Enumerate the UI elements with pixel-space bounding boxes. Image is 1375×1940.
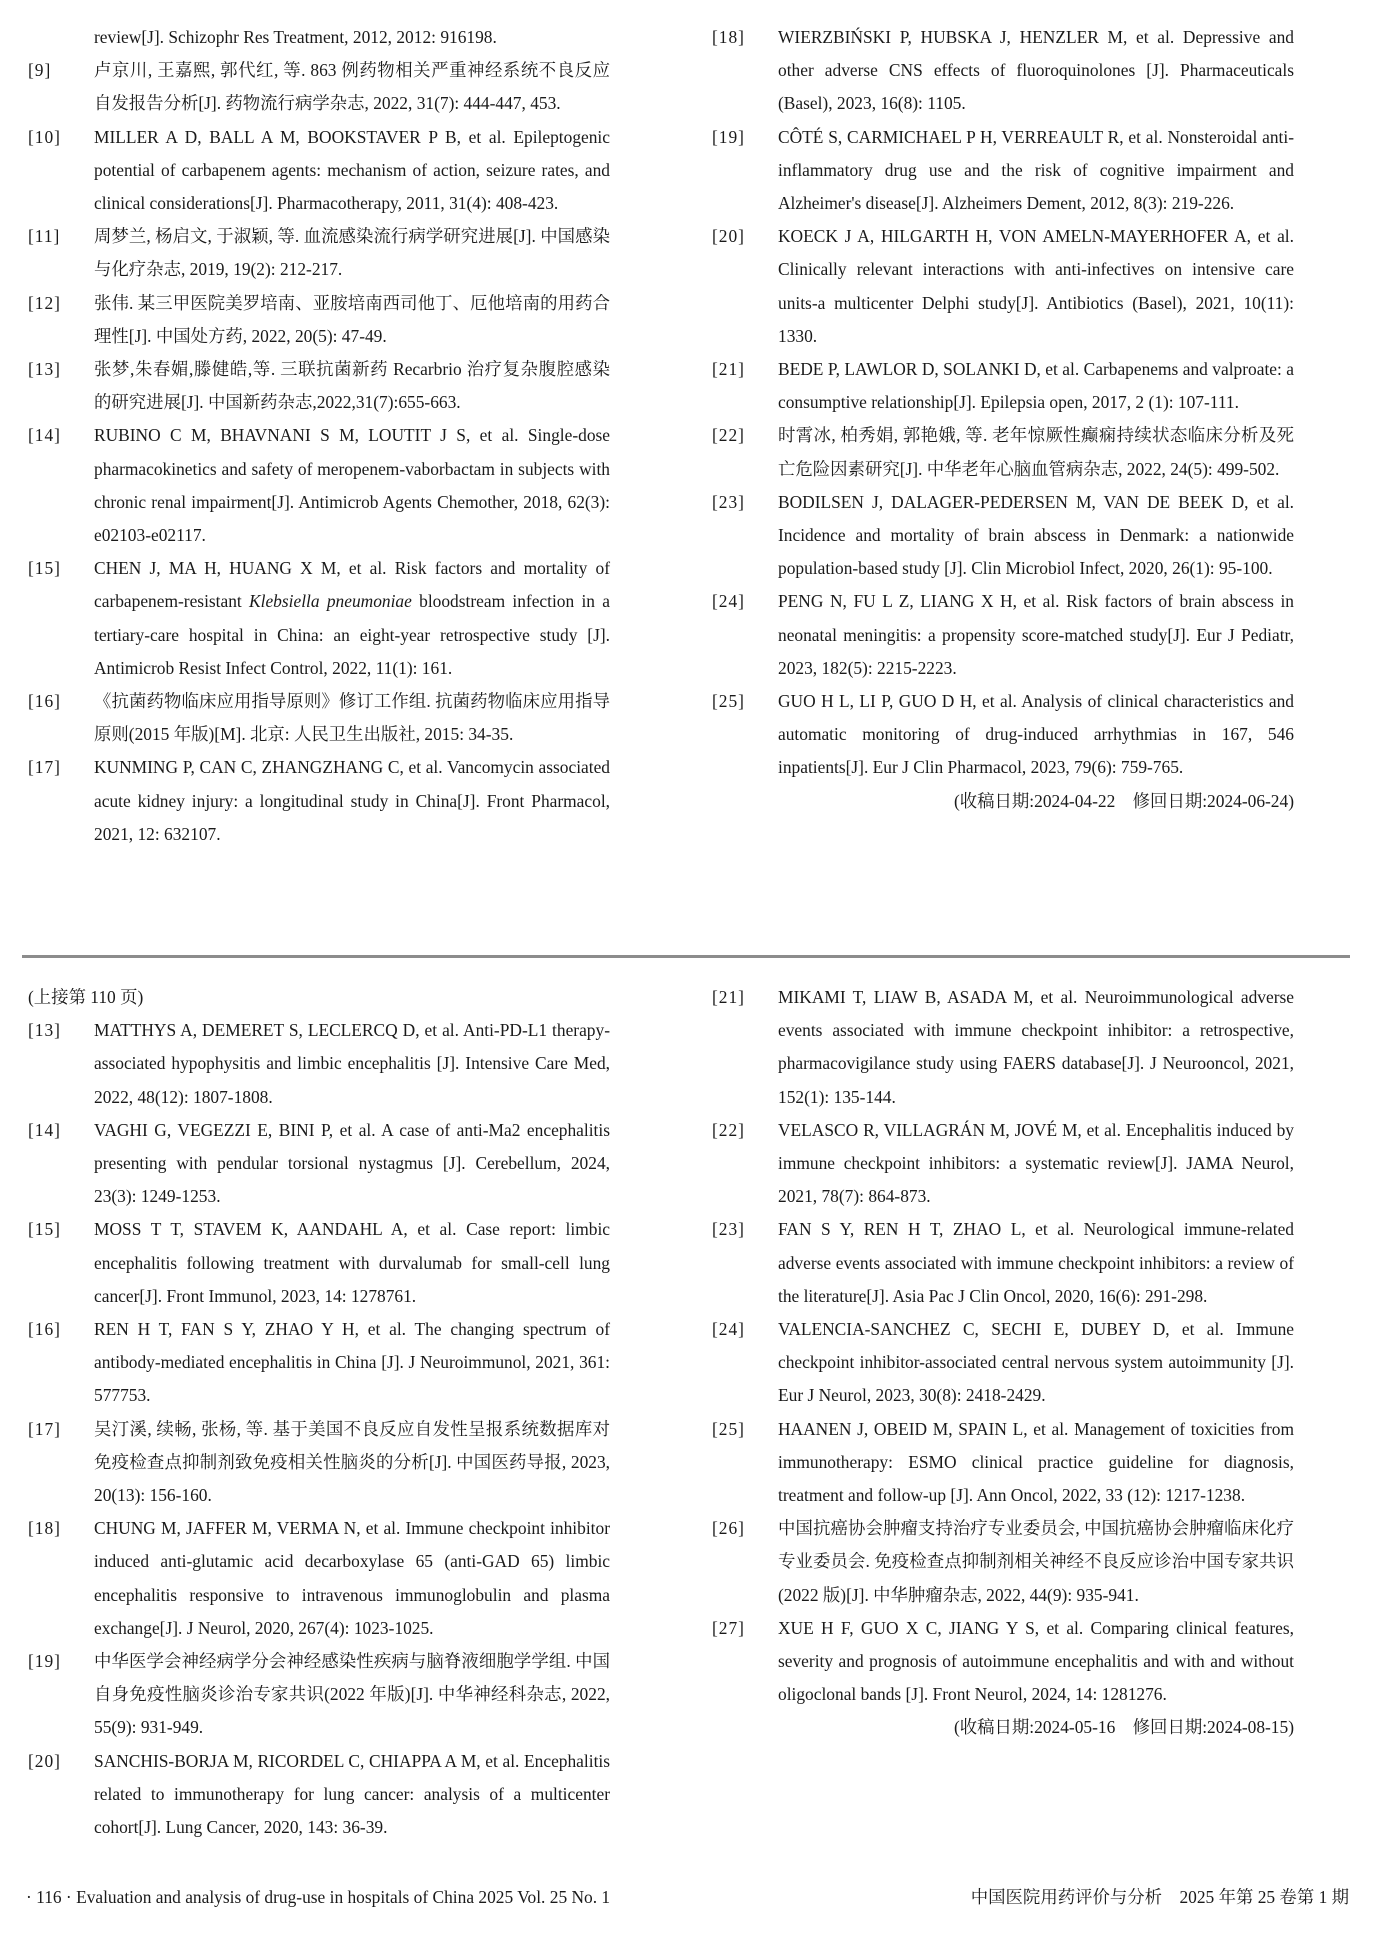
reference-text: SANCHIS-BORJA M, RICORDEL C, CHIAPPA A M, et al. Encephalitis related to immunotherapy for lung cancer: analysis of a multicenter cohort[J]. Lung Cancer, 2020, 143: 36-39.: [94, 1750, 610, 1838]
reference-item: [28, 1114, 610, 1214]
species-name: Klebsiella pneumoniae: [249, 591, 412, 612]
reference-text: HAANEN J, OBEID M, SPAIN L, et al. Management of toxicities from immunotherapy: ESMO clinical practice guideline for diagnosis, treatment and follow-up [J]. Ann Oncol, 2022, 33 (12): 1217-1238.: [778, 1418, 1294, 1506]
reference-item: [28, 1213, 610, 1313]
reference-item: [712, 419, 1294, 485]
reference-text: 吴汀溪, 续畅, 张杨, 等. 基于美国不良反应自发性呈报系统数据库对免疫检查点抑制剂致免疫相关性脑炎的分析[J]. 中国医药导报, 2023, 20(13): 156-160.: [94, 1418, 610, 1506]
reference-list: [712, 981, 1294, 1711]
reference-number: [16]: [28, 691, 61, 712]
reference-number: [14]: [28, 1119, 61, 1140]
reference-text: 卢京川, 王嘉熙, 郭代红, 等. 863 例药物相关严重神经系统不良反应自发报告分析[J]. 药物流行病学杂志, 2022, 31(7): 444-447, 453.: [94, 60, 610, 114]
reference-text: 时霄冰, 柏秀娟, 郭艳娥, 等. 老年惊厥性癫痫持续状态临床分析及死亡危险因素研究[J]. 中华老年心脑血管病杂志, 2022, 24(5): 499-502.: [778, 425, 1294, 479]
reference-item: [28, 121, 610, 221]
reference-number: [11]: [28, 226, 61, 247]
reference-item: [28, 685, 610, 751]
reference-list: [28, 54, 610, 851]
reference-number: [9]: [28, 60, 52, 81]
reference-text: 中国抗癌协会肿瘤支持治疗专业委员会, 中国抗癌协会肿瘤临床化疗专业委员会. 免疫检查点抑制剂相关神经不良反应诊治中国专家共识(2022 版)[J]. 中华肿瘤杂志, 2022, 44(9): 935-941.: [778, 1518, 1294, 1605]
reference-number: [20]: [712, 226, 745, 247]
reference-text: CHUNG M, JAFFER M, VERMA N, et al. Immune checkpoint inhibitor induced anti-glutamic acid decarboxylase 65 (anti-GAD 65) limbic encephalitis responsive to intravenous immunoglobulin and plasma exchange[J]. J Neurol, 2020, 267(4): 1023-1025.: [94, 1518, 610, 1638]
reference-number: [20]: [28, 1750, 61, 1771]
reference-list: [28, 1014, 610, 1844]
reference-item: [28, 54, 610, 120]
reference-number: [21]: [712, 987, 745, 1007]
received-revised-dates: (收稿日期:2024-04-22 修回日期:2024-06-24): [953, 790, 1294, 811]
reference-text: MILLER A D, BALL A M, BOOKSTAVER P B, et al. Epileptogenic potential of carbapenem agents: mechanism of action, seizure rates, and clinical considerations[J]. Pharmacotherapy, 2011, 31(4): 408-423.: [94, 126, 610, 214]
reference-item: [28, 1512, 610, 1645]
reference-text: MATTHYS A, DEMERET S, LECLERCQ D, et al. Anti-PD-L1 therapy-associated hypophysitis and limbic encephalitis [J]. Intensive Care Med, 2022, 48(12): 1807-1808.: [94, 1020, 610, 1107]
reference-text: GUO H L, LI P, GUO D H, et al. Analysis of clinical characteristics and automatic monitoring of drug-induced arrhythmias in 167, 546 inpatients[J]. Eur J Clin Pharmacol, 2023, 79(6): 759-765.: [778, 691, 1294, 778]
reference-number: [12]: [28, 292, 61, 313]
top-right-column: [712, 21, 1294, 818]
reference-text-part: bloodstream infection in a tertiary-care hospital in China: an eight-year retrospective study [J]. Antimicrob Resist Infect Control, 2022, 11(1): 161.: [94, 591, 610, 678]
reference-item: [28, 220, 610, 286]
reference-item: [712, 685, 1294, 785]
reference-text: 《抗菌药物临床应用指导原则》修订工作组. 抗菌药物临床应用指导原则(2015 年版)[M]. 北京: 人民卫生出版社, 2015: 34-35.: [94, 691, 610, 745]
reference-number: [22]: [712, 1119, 745, 1140]
reference-item: [28, 1745, 610, 1845]
reference-list: [712, 21, 1294, 785]
reference-text: BODILSEN J, DALAGER-PEDERSEN M, VAN DE BEEK D, et al. Incidence and mortality of brain abscess in Denmark: a nationwide population-based study [J]. Clin Microbiol Infect, 2020, 26(1): 95-100.: [778, 491, 1294, 579]
reference-number: [18]: [28, 1518, 61, 1539]
reference-number: [25]: [712, 691, 745, 712]
reference-text: BEDE P, LAWLOR D, SOLANKI D, et al. Carbapenems and valproate: a consumptive relationship[J]. Epilepsia open, 2017, 2 (1): 107-111.: [778, 359, 1294, 413]
reference-item: [712, 220, 1294, 353]
reference-number: [21]: [712, 359, 745, 380]
reference-number: [13]: [28, 359, 61, 380]
reference-text-part: CHEN J, MA H, HUANG X M, et al. Risk factors and mortality of carbapenem-resistant: [94, 558, 610, 612]
footer-journal-english: · 116 · Evaluation and analysis of drug-use in hospitals of China 2025 Vol. 25 No. 1: [26, 1887, 611, 1907]
reference-item: [712, 353, 1294, 419]
reference-item: [28, 1645, 610, 1745]
reference-text: [94, 552, 610, 685]
reference-text: RUBINO C M, BHAVNANI S M, LOUTIT J S, et al. Single-dose pharmacokinetics and safety of meropenem-vaborbactam in subjects with chronic renal impairment[J]. Antimicrob Agents Chemother, 2018, 62(3): e02103-e02117.: [94, 425, 610, 546]
reference-text: 中华医学会神经病学分会神经感染性疾病与脑脊液细胞学学组. 中国自身免疫性脑炎诊治专家共识(2022 年版)[J]. 中华神经科杂志, 2022, 55(9): 931-949.: [94, 1651, 610, 1738]
reference-text: MIKAMI T, LIAW B, ASADA M, et al. Neuroimmunological adverse events associated with immune checkpoint inhibitor: a retrospective, pharmacovigilance study using FAERS database[J]. J Neurooncol, 2021, 152(1): 135-144.: [778, 987, 1294, 1107]
reference-number: [19]: [712, 126, 745, 147]
reference-item: [712, 981, 1294, 1114]
reference-text: KUNMING P, CAN C, ZHANGZHANG C, et al. Vancomycin associated acute kidney injury: a longitudinal study in China[J]. Front Pharmacol, 2021, 12: 632107.: [94, 757, 610, 844]
reference-number: [27]: [712, 1617, 745, 1638]
reference-text: 张梦,朱春媚,滕健皓,等. 三联抗菌新药 Recarbrio 治疗复杂腹腔感染的研究进展[J]. 中国新药杂志,2022,31(7):655-663.: [94, 359, 610, 413]
reference-number: [22]: [712, 425, 745, 446]
reference-continuation: review[J]. Schizophr Res Treatment, 2012, 2012: 916198.: [94, 27, 497, 47]
reference-number: [23]: [712, 1219, 745, 1240]
footer-journal-chinese: 中国医院用药评价与分析 2025 年第 25 卷第 1 期: [970, 1887, 1349, 1907]
reference-item: [712, 585, 1294, 685]
reference-number: [19]: [28, 1651, 61, 1672]
bottom-left-column: [28, 981, 610, 1844]
reference-number: [23]: [712, 491, 745, 512]
reference-text: VALENCIA-SANCHEZ C, SECHI E, DUBEY D, et al. Immune checkpoint inhibitor-associated central nervous system autoimmunity [J]. Eur J Neurol, 2023, 30(8): 2418-2429.: [778, 1319, 1294, 1406]
reference-text: FAN S Y, REN H T, ZHAO L, et al. Neurological immune-related adverse events associated with immune checkpoint inhibitors: a review of the literature[J]. Asia Pac J Clin Oncol, 2020, 16(6): 291-298.: [778, 1219, 1294, 1306]
reference-number: [15]: [28, 558, 61, 579]
reference-number: [14]: [28, 425, 61, 446]
received-revised-dates: (收稿日期:2024-05-16 修回日期:2024-08-15): [953, 1717, 1294, 1738]
reference-number: [16]: [28, 1319, 61, 1340]
reference-number: [24]: [712, 591, 745, 612]
reference-number: [13]: [28, 1020, 61, 1041]
reference-item: [712, 1213, 1294, 1313]
reference-text: 张伟. 某三甲医院美罗培南、亚胺培南西司他丁、厄他培南的用药合理性[J]. 中国处方药, 2022, 20(5): 47-49.: [94, 292, 610, 346]
reference-number: [15]: [28, 1219, 61, 1240]
reference-item: [712, 1413, 1294, 1513]
reference-number: [26]: [712, 1518, 745, 1539]
reference-item: [712, 1313, 1294, 1413]
reference-item: [712, 1612, 1294, 1712]
reference-text: VELASCO R, VILLAGRÁN M, JOVÉ M, et al. Encephalitis induced by immune checkpoint inhibitors: a systematic review[J]. JAMA Neurol, 2021, 78(7): 864-873.: [778, 1119, 1294, 1207]
reference-item: [28, 353, 610, 419]
reference-number: [18]: [712, 27, 745, 47]
reference-item: [712, 486, 1294, 586]
reference-number: [17]: [28, 757, 61, 778]
reference-text: PENG N, FU L Z, LIANG X H, et al. Risk factors of brain abscess in neonatal meningitis: a propensity score-matched study[J]. Eur J Pediatr, 2023, 182(5): 2215-2223.: [778, 591, 1294, 678]
reference-item: [28, 552, 610, 685]
reference-text: VAGHI G, VEGEZZI E, BINI P, et al. A case of anti-Ma2 encephalitis presenting with pendular torsional nystagmus [J]. Cerebellum, 2024, 23(3): 1249-1253.: [94, 1119, 610, 1207]
reference-text: CÔTÉ S, CARMICHAEL P H, VERREAULT R, et al. Nonsteroidal anti-inflammatory drug use and the risk of cognitive impairment and Alzheimer's disease[J]. Alzheimers Dement, 2012, 8(3): 219-226.: [778, 126, 1294, 214]
reference-item: [28, 1413, 610, 1513]
reference-text: XUE H F, GUO X C, JIANG Y S, et al. Comparing clinical features, severity and prognosis of autoimmune encephalitis and with and without oligoclonal bands [J]. Front Neurol, 2024, 14: 1281276.: [778, 1617, 1294, 1705]
top-left-column: [28, 21, 610, 851]
reference-item: [712, 1512, 1294, 1612]
reference-item: [28, 287, 610, 353]
reference-number: [10]: [28, 126, 61, 147]
continued-from-note: (上接第 110 页): [28, 987, 144, 1007]
reference-number: [17]: [28, 1418, 61, 1439]
bottom-right-column: [712, 981, 1294, 1745]
reference-item: [712, 121, 1294, 221]
reference-text: MOSS T T, STAVEM K, AANDAHL A, et al. Case report: limbic encephalitis following treatment with durvalumab for small-cell lung cancer[J]. Front Immunol, 2023, 14: 1278761.: [94, 1219, 610, 1306]
section-divider: [22, 955, 1350, 958]
reference-item: [712, 21, 1294, 121]
reference-item: [28, 419, 610, 552]
reference-number: [24]: [712, 1319, 745, 1340]
reference-text: WIERZBIŃSKI P, HUBSKA J, HENZLER M, et al. Depressive and other adverse CNS effects of fluoroquinolones [J]. Pharmaceuticals (Basel), 2023, 16(8): 1105.: [778, 27, 1294, 114]
reference-item: [28, 1313, 610, 1413]
reference-item: [712, 1114, 1294, 1214]
reference-number: [25]: [712, 1418, 745, 1439]
reference-text: KOECK J A, HILGARTH H, VON AMELN-MAYERHOFER A, et al. Clinically relevant interactions with anti-infectives on intensive care units-a multicenter Delphi study[J]. Antibiotics (Basel), 2021, 10(11): 1330.: [778, 226, 1294, 346]
reference-text: 周梦兰, 杨启文, 于淑颖, 等. 血流感染流行病学研究进展[J]. 中国感染与化疗杂志, 2019, 19(2): 212-217.: [94, 226, 610, 280]
reference-text: REN H T, FAN S Y, ZHAO Y H, et al. The changing spectrum of antibody-mediated encephalitis in China [J]. J Neuroimmunol, 2021, 361: 577753.: [94, 1319, 610, 1406]
reference-item: [28, 1014, 610, 1114]
reference-item: [28, 751, 610, 851]
